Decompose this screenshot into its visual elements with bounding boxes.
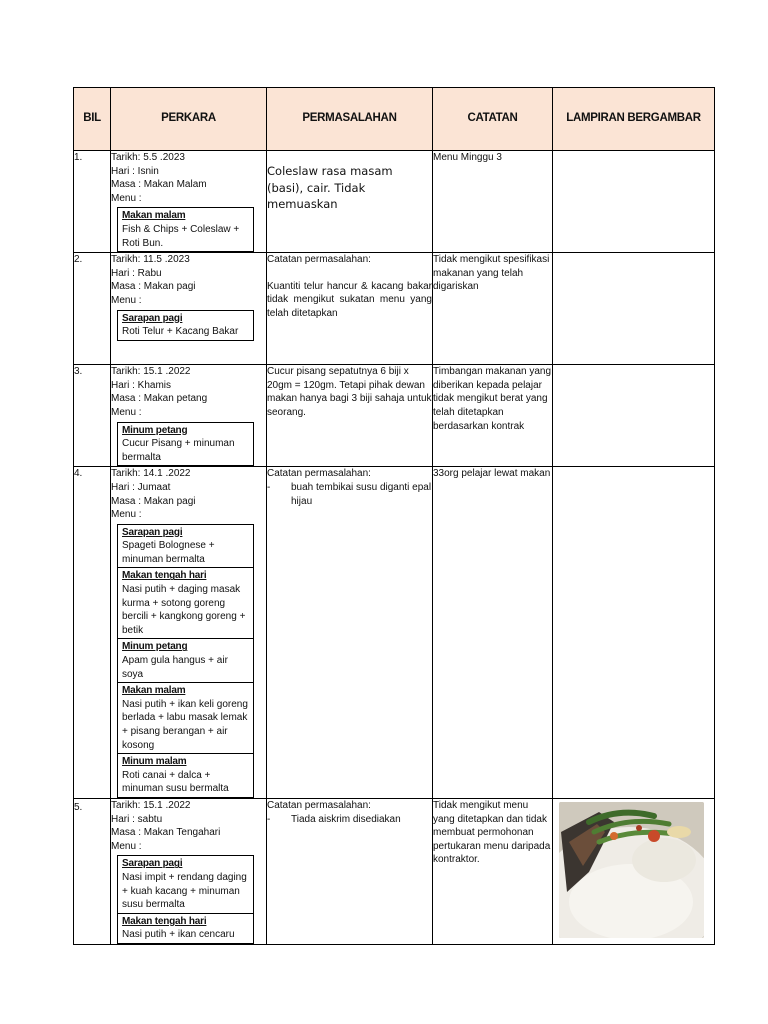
meal-text: Nasi putih + daging masak kurma + sotong goreng bercili + kangkong goreng + betik — [122, 584, 246, 636]
meal-title: Makan malam — [122, 685, 186, 697]
meal-text: Nasi impit + rendang daging + kuah kacang + minuman susu bermalta — [122, 871, 247, 911]
table-row — [74, 467, 715, 799]
perkara-cell — [111, 467, 267, 799]
permasalahan-cell — [267, 151, 433, 253]
table-row — [74, 798, 715, 944]
meal-title: Makan tengah hari — [122, 570, 207, 582]
menu-line: Menu : — [111, 840, 142, 852]
permasalahan-cell — [267, 467, 433, 799]
tarikh-line: Tarikh: 14.1 .2022 — [111, 468, 191, 480]
meal-title: Sarapan pagi — [122, 312, 183, 324]
masa-line: Masa : Makan petang — [111, 393, 208, 405]
lampiran-cell — [553, 467, 715, 799]
hari-line: Hari : Rabu — [111, 267, 162, 279]
menu-item — [118, 682, 253, 753]
perkara-cell — [111, 365, 267, 467]
header-lampiran: LAMPIRAN BERGAMBAR — [553, 88, 715, 151]
masa-line: Masa : Makan pagi — [111, 495, 196, 507]
meal-photo-image — [559, 802, 704, 938]
lampiran-cell — [553, 798, 715, 944]
masa-line: Masa : Makan Tengahari — [111, 827, 221, 839]
meal-title: Sarapan pagi — [122, 526, 183, 538]
row-number: 1. — [74, 151, 111, 253]
meal-text: Fish & Chips + Coleslaw + Roti Bun. — [122, 223, 240, 249]
menu-item — [118, 311, 253, 340]
hari-line: Hari : Jumaat — [111, 481, 171, 493]
table-row — [74, 365, 715, 467]
issue-text: Kuantiti telur hancur & kacang bakar tidak mengikut sukatan menu yang telah ditetapkan — [267, 280, 432, 319]
hari-line: Hari : Isnin — [111, 165, 159, 177]
lampiran-cell — [553, 151, 715, 253]
lampiran-cell — [553, 365, 715, 467]
perkara-cell — [111, 798, 267, 944]
header-permasalahan: PERMASALAHAN — [267, 88, 433, 151]
menu-box — [117, 207, 254, 252]
dash-marker: - — [267, 813, 271, 825]
permasalahan-cell — [267, 798, 433, 944]
meal-title: Minum petang — [122, 641, 188, 653]
menu-item — [118, 856, 253, 912]
menu-item — [118, 567, 253, 638]
catatan-cell: Timbangan makanan yang diberikan kepada pelajar tidak mengikut berat yang telah ditetapkan berdasarkan kontrak — [433, 365, 553, 467]
issue-title: Catatan permasalahan: — [267, 799, 371, 811]
menu-item — [118, 638, 253, 682]
menu-line: Menu : — [111, 294, 142, 306]
meal-title: Makan tengah hari — [122, 915, 207, 927]
perkara-cell — [111, 253, 267, 365]
menu-line: Menu : — [111, 406, 142, 418]
menu-line: Menu : — [111, 509, 142, 521]
meal-title: Minum malam — [122, 756, 187, 768]
catatan-cell: Tidak mengikut spesifikasi makanan yang telah digariskan — [433, 253, 553, 365]
meal-text: Spageti Bolognese + minuman bermalta — [122, 540, 215, 565]
menu-box — [117, 310, 254, 341]
menu-box — [117, 422, 254, 467]
masa-line: Masa : Makan pagi — [111, 281, 196, 293]
hari-line: Hari : sabtu — [111, 813, 163, 825]
menu-box — [117, 524, 254, 798]
meal-text: Nasi putih + ikan keli goreng berlada + labu masak lemak + pisang berangan + air kosong — [122, 698, 248, 751]
perkara-cell — [111, 151, 267, 253]
menu-line: Menu : — [111, 192, 142, 204]
issue-bullet — [267, 481, 432, 508]
table-row — [74, 253, 715, 365]
menu-item — [118, 913, 253, 943]
dash-marker: - — [267, 481, 271, 493]
menu-item — [118, 208, 253, 251]
header-perkara: PERKARA — [111, 88, 267, 151]
issue-text: buah tembikai susu diganti epal hijau — [291, 481, 432, 507]
menu-box — [117, 855, 254, 944]
menu-item — [118, 525, 253, 568]
tarikh-line: Tarikh: 15.1 .2022 — [111, 799, 191, 811]
meal-text: Nasi putih + ikan cencaru — [122, 929, 235, 941]
issue-text: Coleslaw rasa masam (basi), cair. Tidak memuaskan — [267, 164, 393, 211]
permasalahan-cell — [267, 253, 433, 365]
row-number: 4. — [74, 467, 111, 799]
header-bil: BIL — [74, 88, 111, 151]
lampiran-cell — [553, 253, 715, 365]
meal-text: Roti Telur + Kacang Bakar — [122, 326, 239, 338]
meal-title: Makan malam — [122, 210, 186, 222]
issue-bullet — [267, 813, 432, 827]
meal-text: Cucur Pisang + minuman bermalta — [122, 438, 235, 463]
permasalahan-cell: Cucur pisang sepatutnya 6 biji x 20gm = 120gm. Tetapi pihak dewan makan hanya bagi 3 biji sahaja untuk seorang. — [267, 365, 433, 467]
header-catatan: CATATAN — [433, 88, 553, 151]
tarikh-line: Tarikh: 5.5 .2023 — [111, 152, 185, 163]
meal-title: Sarapan pagi — [122, 858, 183, 870]
meal-photo — [559, 802, 704, 938]
header-row — [74, 88, 715, 151]
row-number: 2. — [74, 253, 111, 365]
hari-line: Hari : Khamis — [111, 379, 172, 391]
catatan-cell: Menu Minggu 3 — [433, 151, 553, 253]
food-issues-table — [73, 87, 715, 945]
issue-title: Catatan permasalahan: — [267, 254, 371, 266]
table-row — [74, 151, 715, 253]
row-number: 5. — [74, 798, 111, 944]
meal-text: Apam gula hangus + air soya — [122, 655, 228, 680]
masa-line: Masa : Makan Malam — [111, 179, 207, 191]
menu-item — [118, 753, 253, 797]
issue-title: Catatan permasalahan: — [267, 468, 371, 480]
row-number: 3. — [74, 365, 111, 467]
catatan-cell: 33org pelajar lewat makan — [433, 467, 553, 799]
meal-text: Roti canai + dalca + minuman susu bermalta — [122, 769, 229, 795]
tarikh-line: Tarikh: 15.1 .2022 — [111, 366, 191, 378]
catatan-cell: Tidak mengikut menu yang ditetapkan dan tidak membuat permohonan pertukaran menu daripada kontraktor. — [433, 798, 553, 944]
issue-text: Tiada aiskrim disediakan — [291, 813, 401, 825]
menu-item — [118, 423, 253, 466]
tarikh-line: Tarikh: 11.5 .2023 — [111, 254, 190, 266]
meal-title: Minum petang — [122, 424, 188, 436]
